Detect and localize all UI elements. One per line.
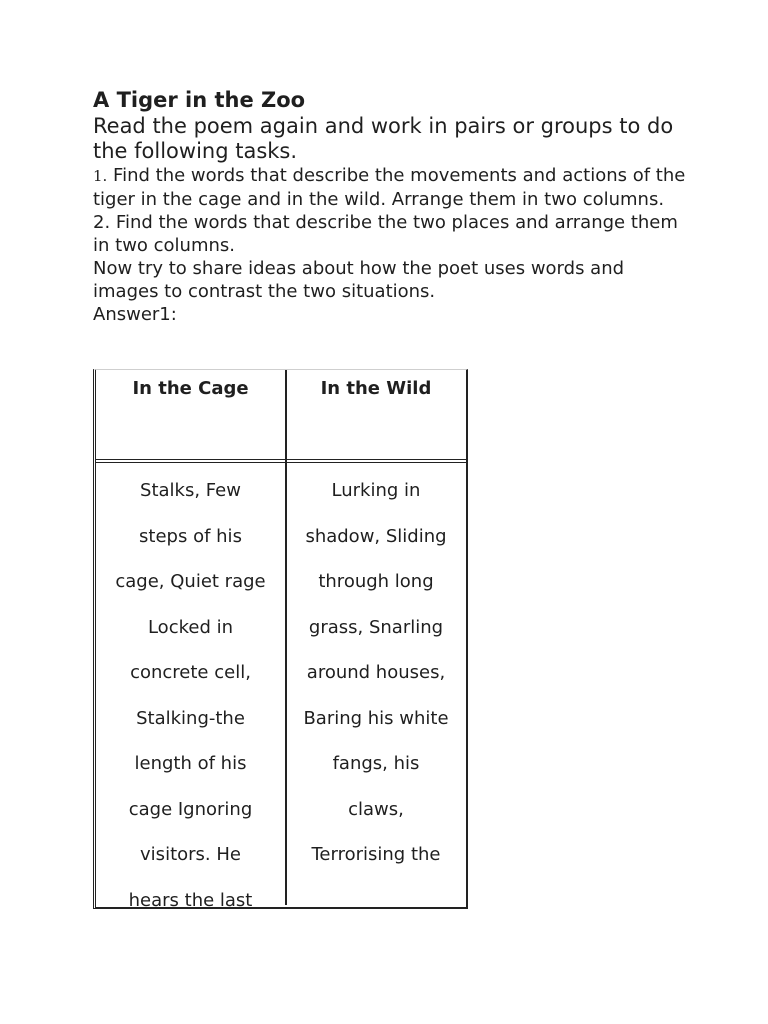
wild-line: Terrorising the (311, 844, 441, 865)
wild-cell (287, 468, 465, 878)
wild-line: Baring his white (303, 707, 449, 729)
answer-table (93, 369, 468, 909)
wild-line: through long (318, 571, 434, 592)
cage-line: Stalks, Few (140, 480, 241, 501)
cage-line: concrete cell, (130, 662, 251, 683)
task-1-text: Find the words that describe the movements and actions of the tiger in the cage and in the wild. Arrange them in two columns. (93, 165, 686, 210)
task-2: 2. Find the words that describe the two places and arrange them in two columns. (93, 212, 678, 256)
wild-line: grass, Snarling (308, 616, 444, 638)
header-divider (96, 459, 466, 463)
document-body (93, 86, 693, 326)
cage-line: visitors. He (140, 844, 241, 865)
task-3: Now try to share ideas about how the poet uses words and images to contrast the two situations. (93, 258, 625, 302)
cage-line: steps of his (139, 525, 242, 547)
cage-line: hears the last (128, 889, 253, 911)
wild-line: shadow, Sliding (305, 525, 447, 547)
cage-line: Stalking-the (136, 707, 245, 729)
wild-line: fangs, his (332, 753, 420, 774)
answer-label: Answer1: (93, 304, 177, 325)
cage-line: cage Ignoring (128, 798, 253, 820)
wild-line: claws, (348, 798, 404, 820)
header-in-the-cage: In the Cage (132, 378, 249, 399)
instructions-subtitle: Read the poem again and work in pairs or groups to do the following tasks. (93, 114, 674, 163)
cage-cell (96, 468, 285, 923)
task-1 (93, 164, 693, 211)
header-in-the-wild: In the Wild (320, 378, 432, 399)
cage-line: length of his (134, 753, 247, 774)
page-title: A Tiger in the Zoo (93, 88, 306, 112)
wild-line: Lurking in (331, 480, 421, 501)
cage-line: Locked in (147, 616, 234, 638)
cage-line: cage, Quiet rage (115, 571, 266, 592)
wild-line: around houses, (306, 662, 446, 683)
task-1-number: 1. (93, 167, 108, 185)
